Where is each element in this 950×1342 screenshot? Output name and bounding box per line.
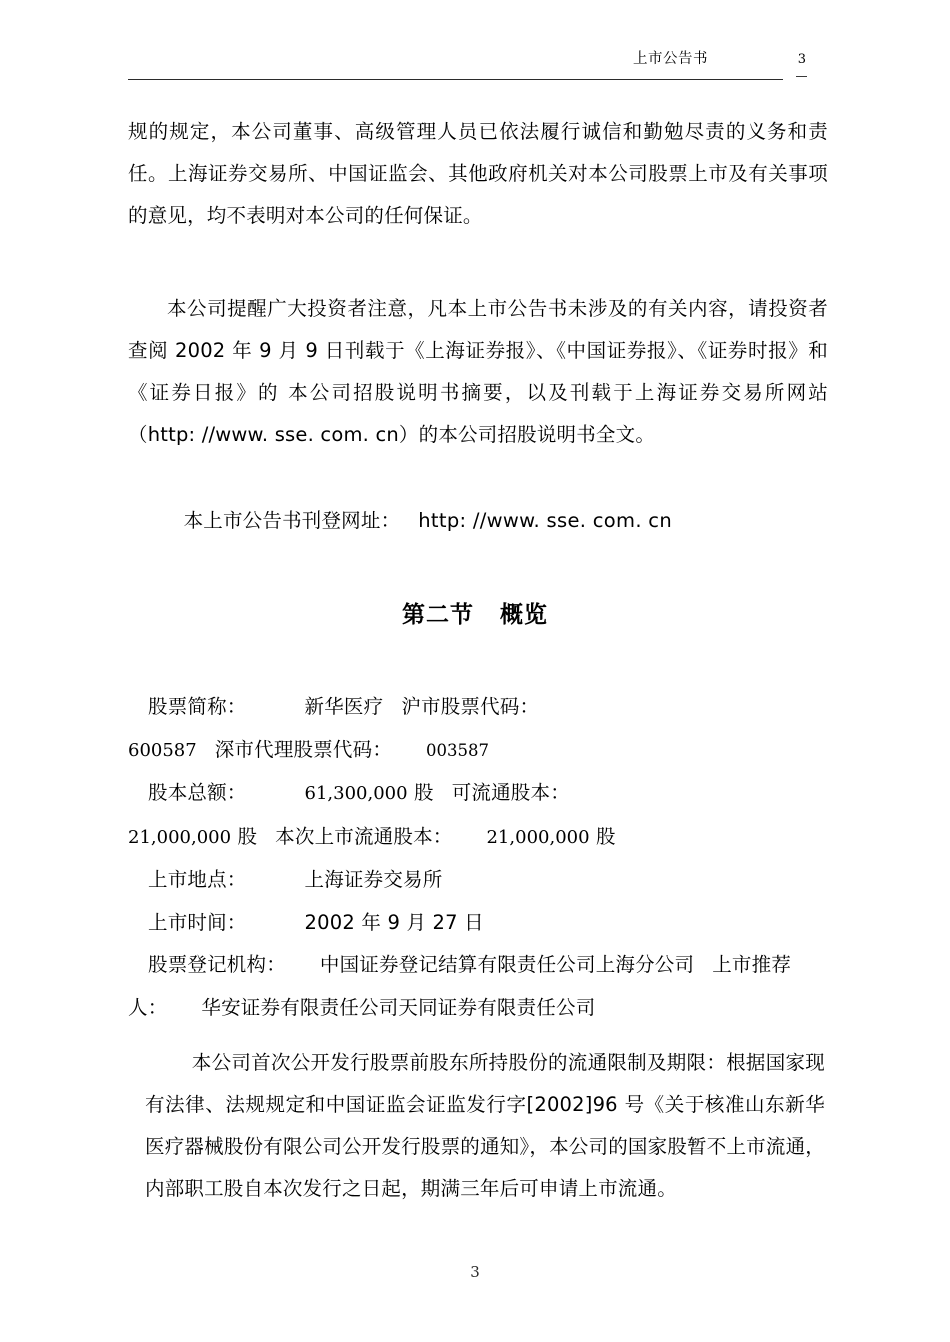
page-header (128, 52, 818, 92)
listing-date-label: 上市时间： (148, 910, 247, 934)
publication-url-row (128, 500, 828, 542)
disclaimer-paragraph (128, 111, 828, 237)
recommender-label: 上市推荐人： (128, 953, 792, 1019)
sh-code-label: 沪市股票代码： (401, 695, 540, 718)
tradable-capital-unit: 股 (237, 824, 258, 848)
overview-row-listing-place (128, 859, 828, 902)
sz-agent-code-value: 003587 (426, 740, 490, 760)
listed-tradable-label: 本次上市流通股本： (275, 824, 453, 848)
tradable-capital-value: 21,000,000 (128, 826, 232, 848)
restriction-paragraph (145, 1042, 825, 1210)
listed-tradable-unit: 股 (595, 824, 616, 848)
investor-notice-paragraph (128, 288, 828, 456)
section-title: 概览 (500, 602, 548, 628)
overview-flow-registrar (128, 944, 828, 1029)
listing-place-value: 上海证券交易所 (304, 868, 443, 891)
publication-url-line (128, 500, 828, 542)
total-capital-label: 股本总额： (148, 781, 247, 804)
stock-abbr-label: 股票简称： (148, 695, 247, 718)
registrar-value: 中国证券登记结算有限责任公司上海分公司 (319, 953, 695, 976)
overview-block (128, 686, 828, 1029)
footer-page-number: 3 (470, 1263, 480, 1281)
listing-place-label: 上市地点： (148, 868, 247, 891)
sh-code-value: 600587 (128, 739, 197, 761)
overview-flow (128, 686, 828, 772)
overview-row-listing-date (128, 902, 828, 945)
total-capital-unit: 股 (413, 781, 434, 804)
disclaimer-text: 规的规定，本公司董事、高级管理人员已依法履行诚信和勤勉尽责的义务和责任。上海证券交易所、中国证监会、其他政府机关对本公司股票上市及有关事项的意见，均不表明对本公司的任何保证。 (128, 120, 828, 227)
sz-agent-code-label: 深市代理股票代码： (214, 737, 393, 761)
registrar-label: 股票登记机构： (148, 953, 286, 976)
investor-notice-text: 本公司提醒广大投资者注意，凡本上市公告书未涉及的有关内容，请投资者查阅 2002 年 9 月 9 日刊载于《上海证券报》、《中国证券报》、《证券时报》和《证券日报》的 本公司招股说明书摘要，以及刊载于上海证券交易所网站（http: //www. sse. com. cn）的本公司招股说明书全文。 (128, 297, 828, 446)
header-dash-mark (796, 76, 807, 77)
publication-url-value: http: //www. sse. com. cn (418, 509, 672, 532)
listing-date-value: 2002 年 9 月 27 日 (304, 910, 484, 934)
stock-abbr-value: 新华医疗 (304, 695, 384, 718)
total-capital-value: 61,300,000 (304, 783, 408, 804)
overview-flow-capital (128, 772, 828, 859)
listed-tradable-value: 21,000,000 (486, 826, 590, 848)
section-heading (0, 596, 950, 629)
publication-url-label: 本上市公告书刊登网址： (183, 509, 401, 532)
header-page-number: 3 (797, 52, 806, 67)
restriction-text: 本公司首次公开发行股票前股东所持股份的流通限制及期限：根据国家现有法律、法规规定和中国证监会证监发行字[2002]96 号《关于核准山东新华医疗器械股份有限公司公开发行股票的通知》，本公司的国家股暂不上市流通，内部职工股自本次发行之日起，期满三年后可申请上市流通。 (145, 1051, 825, 1200)
recommender-value: 华安证券有限责任公司天同证券有限责任公司 (201, 995, 596, 1019)
header-title: 上市公告书 (633, 51, 708, 67)
tradable-capital-label: 可流通股本： (451, 781, 570, 804)
header-divider (128, 79, 783, 80)
section-number: 第二节 (402, 602, 474, 628)
